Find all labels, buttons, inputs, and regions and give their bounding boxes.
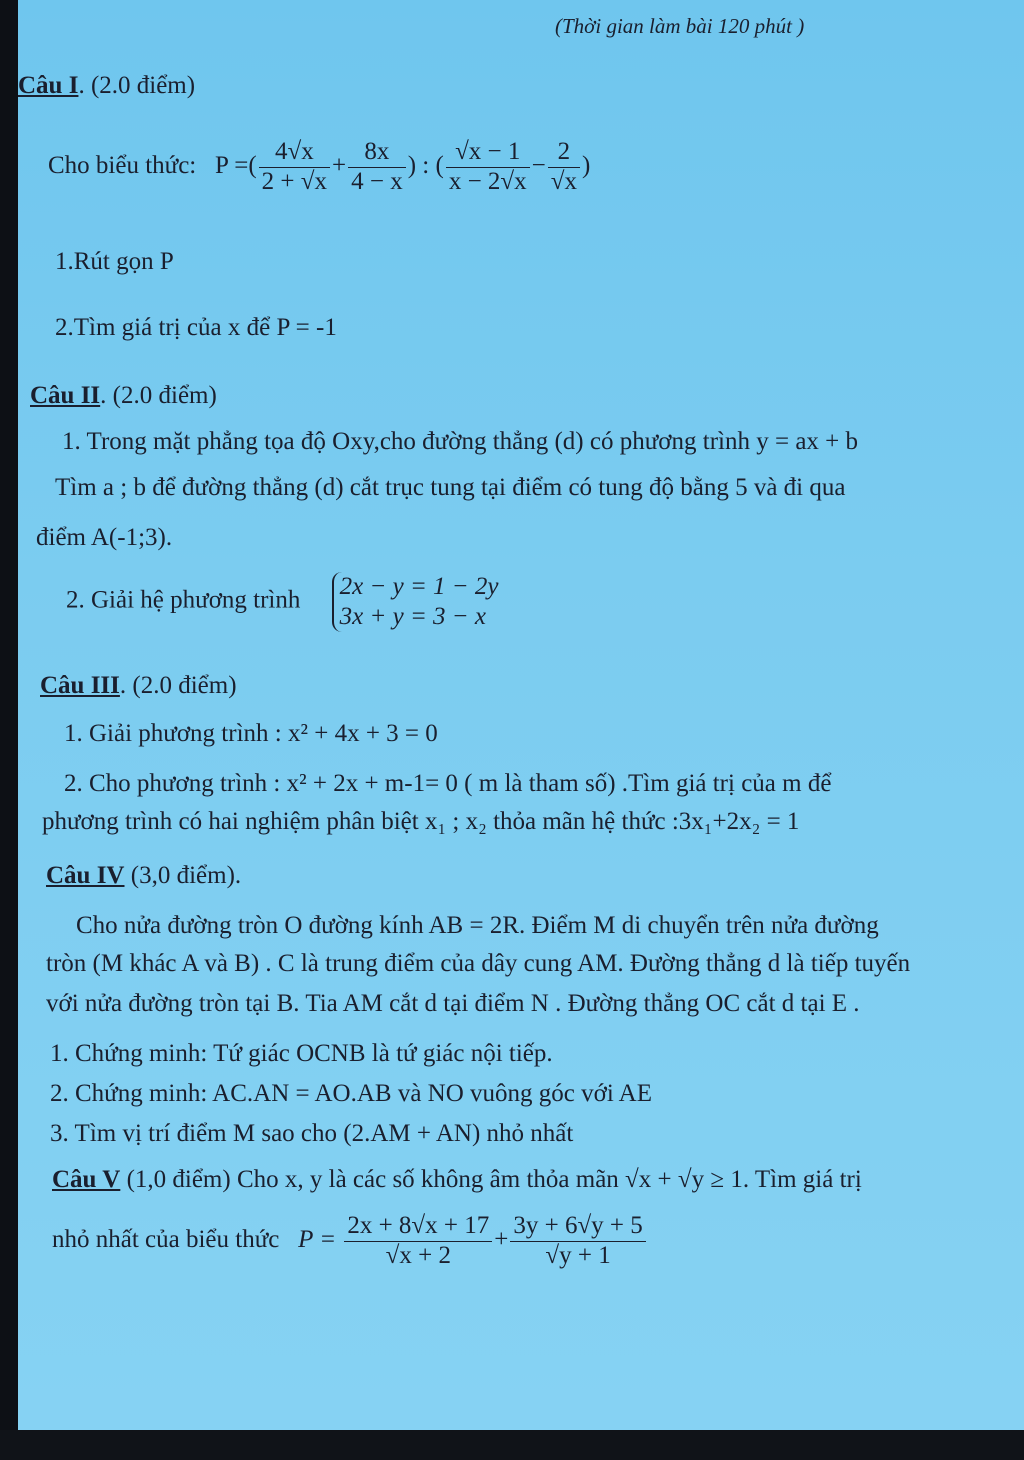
q2-equation-system	[332, 572, 499, 632]
q1-fraction-3: $\frac{√x - 1}{x - 2√x}$	[446, 138, 530, 197]
q2-eq2: 3x + y = 3 − x	[339, 603, 487, 630]
q1-expression: Cho biểu thức: P =( $\frac{4√x}{2 + √x}$ + $\frac{8x}{4 - x}$ ) : ( $\frac{√x - 1}{x - 2√x}$ − $\frac{2}{√x}$ )	[48, 138, 591, 195]
q2-heading	[30, 382, 217, 410]
q1-points: . (2.0 điểm)	[78, 72, 196, 99]
q4-title: Câu IV	[46, 862, 125, 889]
q4-item-3: 3. Tìm vị trí điểm M sao cho (2.AM + AN) nhỏ nhất	[50, 1120, 574, 1147]
q4-paragraph-line1: Cho nửa đường tròn O đường kính AB = 2R. Điểm M di chuyển trên nửa đường	[76, 912, 879, 939]
q1-fraction-4: $\frac{2}{√x}$	[548, 138, 580, 197]
q4-points: (3,0 điểm).	[124, 862, 242, 889]
q4-paragraph-line2: tròn (M khác A và B) . C là trung điểm của dây cung AM. Đường thẳng d là tiếp tuyến	[46, 950, 911, 977]
q2-item2-label: 2. Giải hệ phương trình	[66, 586, 301, 614]
q5-p-label: P =	[298, 1225, 337, 1253]
q1-heading	[18, 72, 195, 100]
q5-fraction-2: $\frac{3y + 6√y + 5}{√y + 1}$	[510, 1212, 645, 1271]
q2-item-2	[66, 572, 499, 632]
q5-expression: nhỏ nhất của biểu thức P = $\frac{2x + 8√x + 17}{√x + 2}$ + $\frac{3y + 6√y + 5}{√y + 1}$	[52, 1212, 648, 1271]
q3-item2-line1: 2. Cho phương trình : x² + 2x + m-1= 0 ( m là tham số) .Tìm giá trị của m để	[64, 770, 832, 797]
photo-dark-bottom	[0, 1430, 1024, 1460]
q4-paragraph-line3: với nửa đường tròn tại B. Tia AM cắt d tại điểm N . Đường thẳng OC cắt d tại E .	[46, 990, 860, 1017]
q3-heading	[40, 672, 237, 700]
q1-item-2: 2.Tìm giá trị của x để P = -1	[55, 314, 337, 341]
q3-item2-line2: phương trình có hai nghiệm phân biệt x₁ ; x₂ thỏa mãn hệ thức :3x₁+2x₂ = 1	[42, 808, 800, 835]
q1-item-1: 1.Rút gọn P	[55, 248, 174, 275]
q4-item-2: 2. Chứng minh: AC.AN = AO.AB và NO vuông góc với AE	[50, 1080, 652, 1107]
q3-title: Câu III	[40, 672, 120, 699]
q2-points: . (2.0 điểm)	[100, 382, 217, 409]
q5-points: (1,0 điểm) Cho x, y là các số không âm thỏa mãn √x + √y ≥ 1. Tìm giá trị	[120, 1166, 862, 1193]
q5-fraction-1: $\frac{2x + 8√x + 17}{√x + 2}$	[344, 1212, 492, 1271]
q2-item1-line2: Tìm a ; b để đường thẳng (d) cắt trục tung tại điểm có tung độ bằng 5 và đi qua	[55, 474, 846, 501]
q5-heading	[52, 1166, 862, 1194]
q3-points: . (2.0 điểm)	[119, 672, 237, 699]
q1-intro: Cho biểu thức:	[48, 151, 197, 179]
q2-title: Câu II	[30, 382, 101, 409]
q2-item1-line3: điểm A(-1;3).	[36, 524, 173, 551]
q1-title: Câu I	[18, 72, 79, 99]
q1-fraction-2: $\frac{8x}{4 - x}$	[348, 138, 406, 197]
q1-p-label: P =	[215, 151, 249, 179]
q4-heading	[46, 862, 241, 890]
q4-item-1: 1. Chứng minh: Tứ giác OCNB là tứ giác nội tiếp.	[50, 1040, 553, 1067]
q5-line2: nhỏ nhất của biểu thức	[52, 1225, 280, 1253]
photo-dark-edge	[0, 0, 18, 1460]
time-note: (Thời gian làm bài 120 phút )	[555, 14, 805, 38]
q5-title: Câu V	[52, 1166, 121, 1193]
q2-item1-line1: 1. Trong mặt phẳng tọa độ Oxy,cho đường thẳng (d) có phương trình y = ax + b	[62, 428, 859, 455]
q2-eq1: 2x − y = 1 − 2y	[339, 573, 499, 600]
q3-item-1: 1. Giải phương trình : x² + 4x + 3 = 0	[64, 720, 438, 747]
q1-fraction-1: $\frac{4√x}{2 + √x}$	[259, 138, 330, 197]
